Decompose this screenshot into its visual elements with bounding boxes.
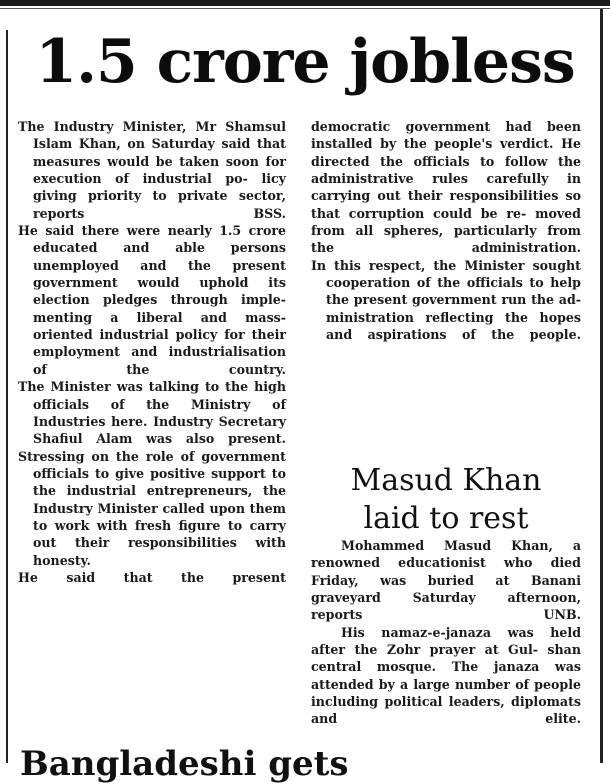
line: hopes and aspirations of the [326, 309, 581, 343]
line: renowned educationist who [311, 555, 533, 571]
paragraph-6-continued [311, 118, 581, 257]
line: officials to help the present [326, 275, 581, 308]
line: The Industry Minister, Mr [18, 119, 217, 134]
line: the Industry Minister called [33, 483, 286, 516]
top-rule-thin [0, 8, 610, 9]
line: Mohammed Masud Khan, a [341, 538, 581, 553]
line: administration. [471, 240, 581, 256]
line: Saturday said that measures [33, 136, 286, 169]
line: Industry Secretary Shafiul [33, 413, 287, 447]
line: after the Zohr prayer at Gul- [311, 642, 538, 658]
line: fresh figure to carry out [33, 517, 286, 551]
line: died Friday, was buried at [311, 555, 581, 588]
paragraph-5 [18, 569, 286, 586]
line: and elite. [311, 711, 581, 727]
paragraph-7 [311, 257, 581, 344]
line: political leaders, diplomats [384, 694, 581, 710]
line: directed the officials to [311, 153, 495, 169]
line: country. [228, 361, 286, 377]
line: moved from all spheres, [311, 205, 581, 239]
line: that corruption could be re- [311, 205, 527, 221]
line: for their employment and [33, 327, 287, 360]
line: Alam was also present. [96, 431, 286, 447]
right-column [311, 118, 581, 343]
line: afternoon, reports UNB. [311, 590, 581, 623]
right-column-rule [600, 9, 603, 763]
third-article-headline: Bangladeshi gets [20, 744, 349, 784]
paragraph-4 [18, 448, 286, 569]
paragraph-3 [18, 378, 286, 447]
line: persons unemployed and [33, 240, 286, 273]
line: Stressing on the role of [18, 448, 195, 464]
line: He said that the present [18, 569, 286, 585]
line: out their responsibilities so [377, 188, 581, 204]
left-column-rule [6, 30, 8, 763]
line: would be taken soon for [107, 153, 286, 169]
line: government officials to give [33, 448, 286, 481]
line: In this respect, the Minister [311, 257, 525, 273]
line: number of people including [311, 676, 581, 710]
line: execution of industrial po- [33, 171, 248, 187]
line: His namaz-e-janaza was held [341, 624, 581, 640]
line: private sector, reports BSS. [33, 188, 286, 221]
line: government run the ad- [412, 292, 582, 308]
line: people's verdict. He [434, 136, 581, 152]
line: industrialisation of the [33, 344, 287, 377]
line: ministration reflecting the [326, 309, 528, 325]
paragraph-8 [311, 537, 581, 624]
second-article-headline [311, 462, 581, 538]
line: democratic government had [311, 119, 532, 134]
line: people. [529, 327, 581, 343]
left-column [18, 118, 286, 586]
line: sought cooperation of the [326, 257, 581, 291]
line: their responsibilities with [74, 535, 286, 551]
line: the present government [33, 257, 286, 291]
line: crore educated and able [33, 223, 286, 256]
line: menting a liberal and mass- [33, 309, 286, 325]
article-headline: 1.5 crore jobless [35, 27, 575, 97]
paragraph-2 [18, 222, 286, 378]
line: The Minister was talking to [18, 379, 220, 395]
line: pledges through imple- [102, 292, 286, 308]
line: would uphold its election [33, 275, 286, 308]
line: licy giving priority to [33, 171, 286, 204]
line: janaza was attended by a large [311, 659, 581, 692]
line: Ministry of Industries here. [33, 396, 287, 429]
headline-line: Masud Khan [350, 463, 542, 498]
line: industrial entrepreneurs, [66, 483, 253, 499]
line: the high officials of the [33, 379, 286, 412]
line: Shamsul Islam Khan, on [33, 119, 286, 152]
top-rule [0, 0, 610, 6]
line: honesty. [33, 552, 91, 568]
headline-line: laid to rest [363, 501, 529, 536]
line: rules carefully in carrying [311, 171, 581, 204]
line: shan central mosque. The [311, 642, 581, 675]
line: positive support to the [33, 465, 286, 499]
line: oriented industrial policy [33, 327, 218, 343]
line: particularly from the [311, 223, 581, 256]
line: upon them to work with [33, 500, 286, 533]
line: He said there were nearly 1.5 [18, 223, 242, 239]
paragraph-1 [18, 118, 286, 222]
line: Banani graveyard Saturday [311, 572, 581, 606]
paragraph-9 [311, 624, 581, 728]
line: follow the administrative [311, 153, 581, 187]
second-article-body [311, 537, 581, 728]
line: been installed by the [311, 119, 581, 152]
